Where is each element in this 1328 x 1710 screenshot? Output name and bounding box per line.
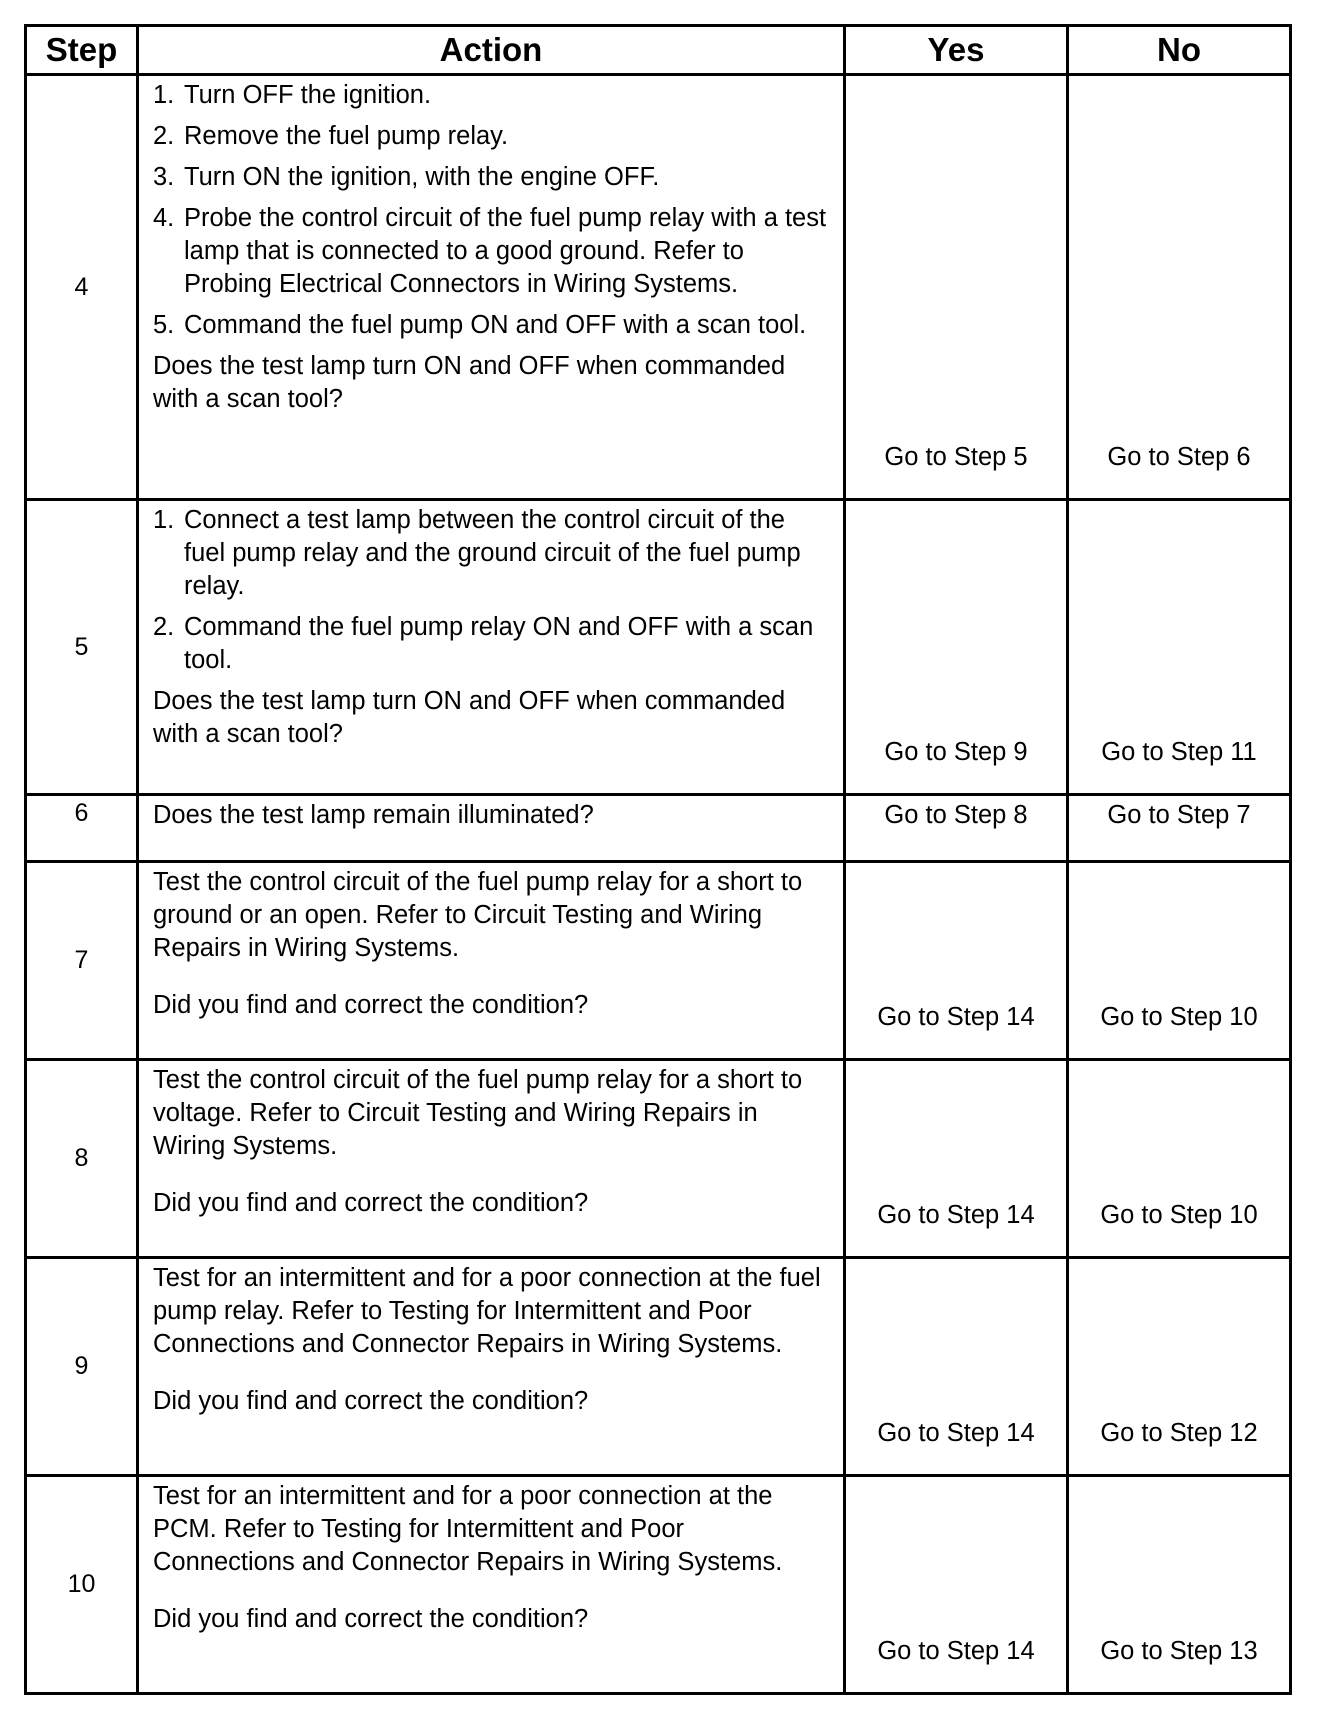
- list-item-text: Turn ON the ignition, with the engine OFF.: [184, 163, 660, 191]
- no-cell: Go to Step 7: [1068, 795, 1291, 862]
- list-item-number: 2.: [153, 613, 175, 642]
- step-number: 10: [26, 1475, 138, 1693]
- list-item-text: Command the fuel pump relay ON and OFF with a scan tool.: [184, 613, 814, 675]
- table-row: [26, 75, 1291, 500]
- table-row: [26, 1257, 1291, 1475]
- table-row: [26, 500, 1291, 795]
- no-cell: Go to Step 10: [1068, 862, 1291, 1060]
- list-item-text: Turn OFF the ignition.: [184, 81, 432, 109]
- action-cell: [138, 1475, 845, 1693]
- list-item-number: 3.: [153, 163, 175, 191]
- action-cell: [138, 1257, 845, 1475]
- step-number: 5: [26, 500, 138, 795]
- step-number: 6: [26, 795, 138, 862]
- list-item: [153, 611, 829, 677]
- table-row: [26, 795, 1291, 862]
- action-text: Test the control circuit of the fuel pump relay for a short to ground or an open. Refer to Circuit Testing and Wiring Repairs in Wiring Systems.: [153, 868, 803, 963]
- header-step: Step: [26, 26, 138, 75]
- action-cell: [138, 1059, 845, 1257]
- no-cell: Go to Step 6: [1068, 75, 1291, 500]
- header-yes: Yes: [845, 26, 1068, 75]
- question-text: Did you find and correct the condition?: [153, 991, 589, 1020]
- table-row: [26, 1475, 1291, 1693]
- action-cell: [138, 795, 845, 862]
- header-no: No: [1068, 26, 1291, 75]
- list-item: [153, 161, 829, 194]
- question-text: Did you find and correct the condition?: [153, 1188, 589, 1217]
- list-item-number: 4.: [153, 204, 175, 232]
- list-item-number: 2.: [153, 122, 175, 150]
- action-cell: [138, 500, 845, 795]
- table-row: [26, 1059, 1291, 1257]
- action-list: [153, 504, 829, 677]
- list-item: [153, 202, 829, 301]
- question-text: Does the test lamp turn ON and OFF when commanded with a scan tool?: [153, 352, 786, 413]
- no-cell: Go to Step 12: [1068, 1257, 1291, 1475]
- question-text: Does the test lamp remain illuminated?: [153, 801, 594, 830]
- action-cell: [138, 75, 845, 500]
- list-item-text: Command the fuel pump ON and OFF with a scan tool.: [184, 311, 807, 339]
- action-text: Test for an intermittent and for a poor connection at the PCM. Refer to Testing for Intermittent and Poor Connections and Connector Repairs in Wiring Systems.: [153, 1481, 783, 1576]
- list-item-text: Remove the fuel pump relay.: [184, 122, 509, 150]
- step-number: 4: [26, 75, 138, 500]
- action-text: Test for an intermittent and for a poor connection at the fuel pump relay. Refer to Testing for Intermittent and Poor Connections and Connector Repairs in Wiring Systems.: [153, 1263, 821, 1358]
- diagnostic-steps-table: [24, 24, 1292, 1695]
- question-text: Does the test lamp turn ON and OFF when commanded with a scan tool?: [153, 687, 786, 749]
- no-cell: Go to Step 13: [1068, 1475, 1291, 1693]
- question-text: Did you find and correct the condition?: [153, 1604, 589, 1633]
- no-cell: Go to Step 10: [1068, 1059, 1291, 1257]
- step-number: 8: [26, 1059, 138, 1257]
- list-item: [153, 504, 829, 603]
- list-item-number: 5.: [153, 311, 175, 339]
- yes-cell: Go to Step 14: [845, 862, 1068, 1060]
- action-list: [153, 79, 829, 342]
- header-row: [26, 26, 1291, 75]
- yes-cell: Go to Step 5: [845, 75, 1068, 500]
- list-item: [153, 309, 829, 342]
- step-number: 9: [26, 1257, 138, 1475]
- list-item-number: 1.: [153, 81, 175, 109]
- action-text: Test the control circuit of the fuel pump relay for a short to voltage. Refer to Circuit Testing and Wiring Repairs in Wiring Systems.: [153, 1065, 803, 1160]
- step-number: 7: [26, 862, 138, 1060]
- question-text: Did you find and correct the condition?: [153, 1386, 589, 1415]
- yes-cell: Go to Step 8: [845, 795, 1068, 862]
- yes-cell: Go to Step 14: [845, 1059, 1068, 1257]
- yes-cell: Go to Step 14: [845, 1475, 1068, 1693]
- action-cell: [138, 862, 845, 1060]
- list-item: [153, 79, 829, 112]
- list-item-text: Probe the control circuit of the fuel pump relay with a test lamp that is connected to a good ground. Refer to Probing Electrical Connectors in Wiring Systems.: [184, 204, 827, 298]
- no-cell: Go to Step 11: [1068, 500, 1291, 795]
- yes-cell: Go to Step 14: [845, 1257, 1068, 1475]
- list-item-number: 1.: [153, 506, 175, 535]
- list-item: [153, 120, 829, 153]
- list-item-text: Connect a test lamp between the control circuit of the fuel pump relay and the ground circuit of the fuel pump relay.: [184, 506, 801, 601]
- header-action: Action: [138, 26, 845, 75]
- table-row: [26, 862, 1291, 1060]
- yes-cell: Go to Step 9: [845, 500, 1068, 795]
